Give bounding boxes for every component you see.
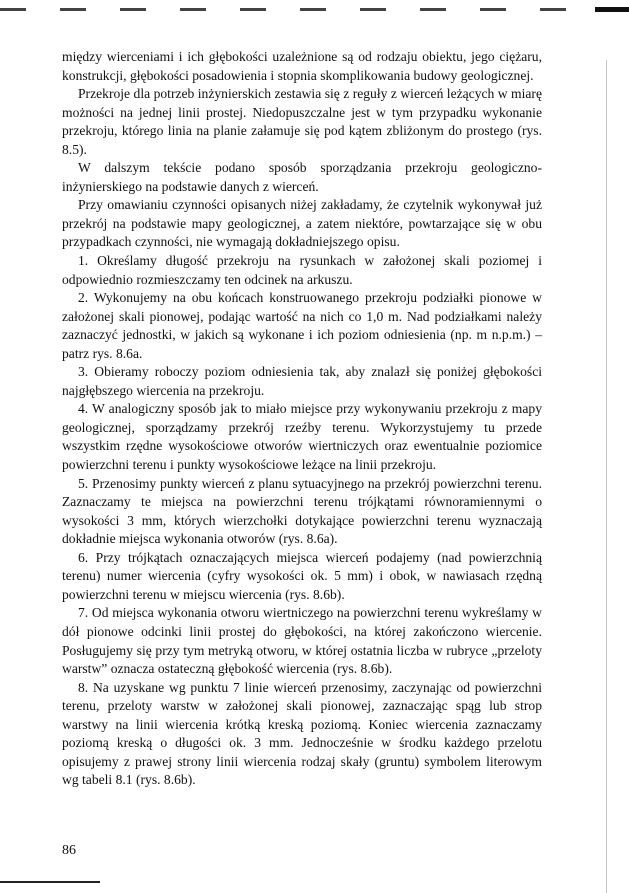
page-number: 86 (62, 843, 76, 858)
list-item-step-6: 6. Przy trójkątach oznaczających miejsca wierceń podajemy (nad powierzchnią terenu) numer wiercenia (cyfry wysokości ok. 5 mm) i obok, w nawiasach rzędną powierzchni terenu w miejscu wiercenia (rys. 8.6b). (62, 549, 542, 602)
list-item-step-3: 3. Obieramy roboczy poziom odniesienia tak, aby znalazł się poniżej głębokości najgłębszego wiercenia na przekroju. (62, 364, 542, 398)
paragraph-continuation: między wierceniami i ich głębokości uzależnione są od rodzaju obiektu, jego ciężaru, konstrukcji, głębokości posadowienia i stopnia skomplikowania budowy geologicznej. (62, 49, 542, 83)
scan-artifact-bottom-line (0, 881, 100, 883)
paragraph: Przekroje dla potrzeb inżynierskich zestawia się z reguły z wierceń leżących w miarę możności na jednej linii prostej. Niedopuszczalne jest w tym przypadku wykonanie przekroju, którego linia na planie załamuje się pod kątem zbliżonym do prostego (rys. 8.5). (62, 86, 542, 157)
list-item-step-4: 4. W analogiczny sposób jak to miało miejsce przy wykonywaniu przekroju z mapy geologicznej, sporządzamy przekrój rzeźby terenu. Wykorzystujemy tu przede wszystkim rzędne wysokościowe otworów wiertniczych oraz ewentualnie poziomice powierzchni terenu i punkty wysokościowe leżące na linii przekroju. (62, 401, 542, 473)
list-item-step-8: 8. Na uzyskane wg punktu 7 linie wierceń przenosimy, zaczynając od powierzchni terenu, przeloty warstw w założonej skali pionowej, zaznaczając spąg lub strop warstwy na linii wiercenia krótką kreską poziomą. Koniec wiercenia zaznaczamy poziomą kreską o długości ok. 3 mm. Jednocześnie w środku każdego przelotu opisujemy z prawej strony linii wiercenia rodzaj skały (gruntu) symbolem literowym wg tabeli 8.1 (rys. 8.6b). (62, 679, 542, 788)
paragraph: W dalszym tekście podano sposób sporządzania przekroju geologiczno-inżynierskiego na podstawie danych z wierceń. (62, 160, 542, 194)
scan-artifact-right-edge (606, 0, 607, 893)
list-item-step-5: 5. Przenosimy punkty wierceń z planu sytuacyjnego na przekrój powierzchni terenu. Zaznaczamy te miejsca na powierzchni terenu trójkątami równoramiennymi o wysokości 3 mm, których wierzchołki dotykające powierzchni terenu wyznaczają dokładnie miejsca wykonania otworów (rys. 8.6a). (62, 475, 542, 547)
list-item-step-2: 2. Wykonujemy na obu końcach konstruowanego przekroju podziałki pionowe w założonej skali pionowej, podając wartość na nich co 1,0 m. Nad podziałkami należy zaznaczyć jednostki, w jakich są wykonane i ich poziom odniesienia (np. m n.p.m.) – patrz rys. 8.6a. (62, 290, 542, 361)
list-item-step-7: 7. Od miejsca wykonania otworu wiertniczego na powierzchni terenu wykreślamy w dół pionowe odcinki linii prostej do głębokości, na której zakończono wiercenie. Posługujemy się przy tym metryką otworu, w której ostatnia liczba w rubryce „przeloty warstw” oznacza ostateczną głębokość wiercenia (rys. 8.6b). (62, 605, 542, 677)
paragraph: Przy omawianiu czynności opisanych niżej zakładamy, że czytelnik wykonywał już przekrój na podstawie mapy geologicznej, a zatem niektóre, powtarzające się w obu przypadkach czynności, nie wymagają dokładniejszego opisu. (62, 197, 542, 250)
list-item-step-1: 1. Określamy długość przekroju na rysunkach w założonej skali poziomej i odpowiednio rozmieszczamy ten odcinek na arkuszu. (62, 253, 542, 287)
body-text (62, 48, 542, 790)
scan-artifact-top-line (0, 8, 629, 11)
scan-artifact-corner-mark (595, 7, 629, 12)
